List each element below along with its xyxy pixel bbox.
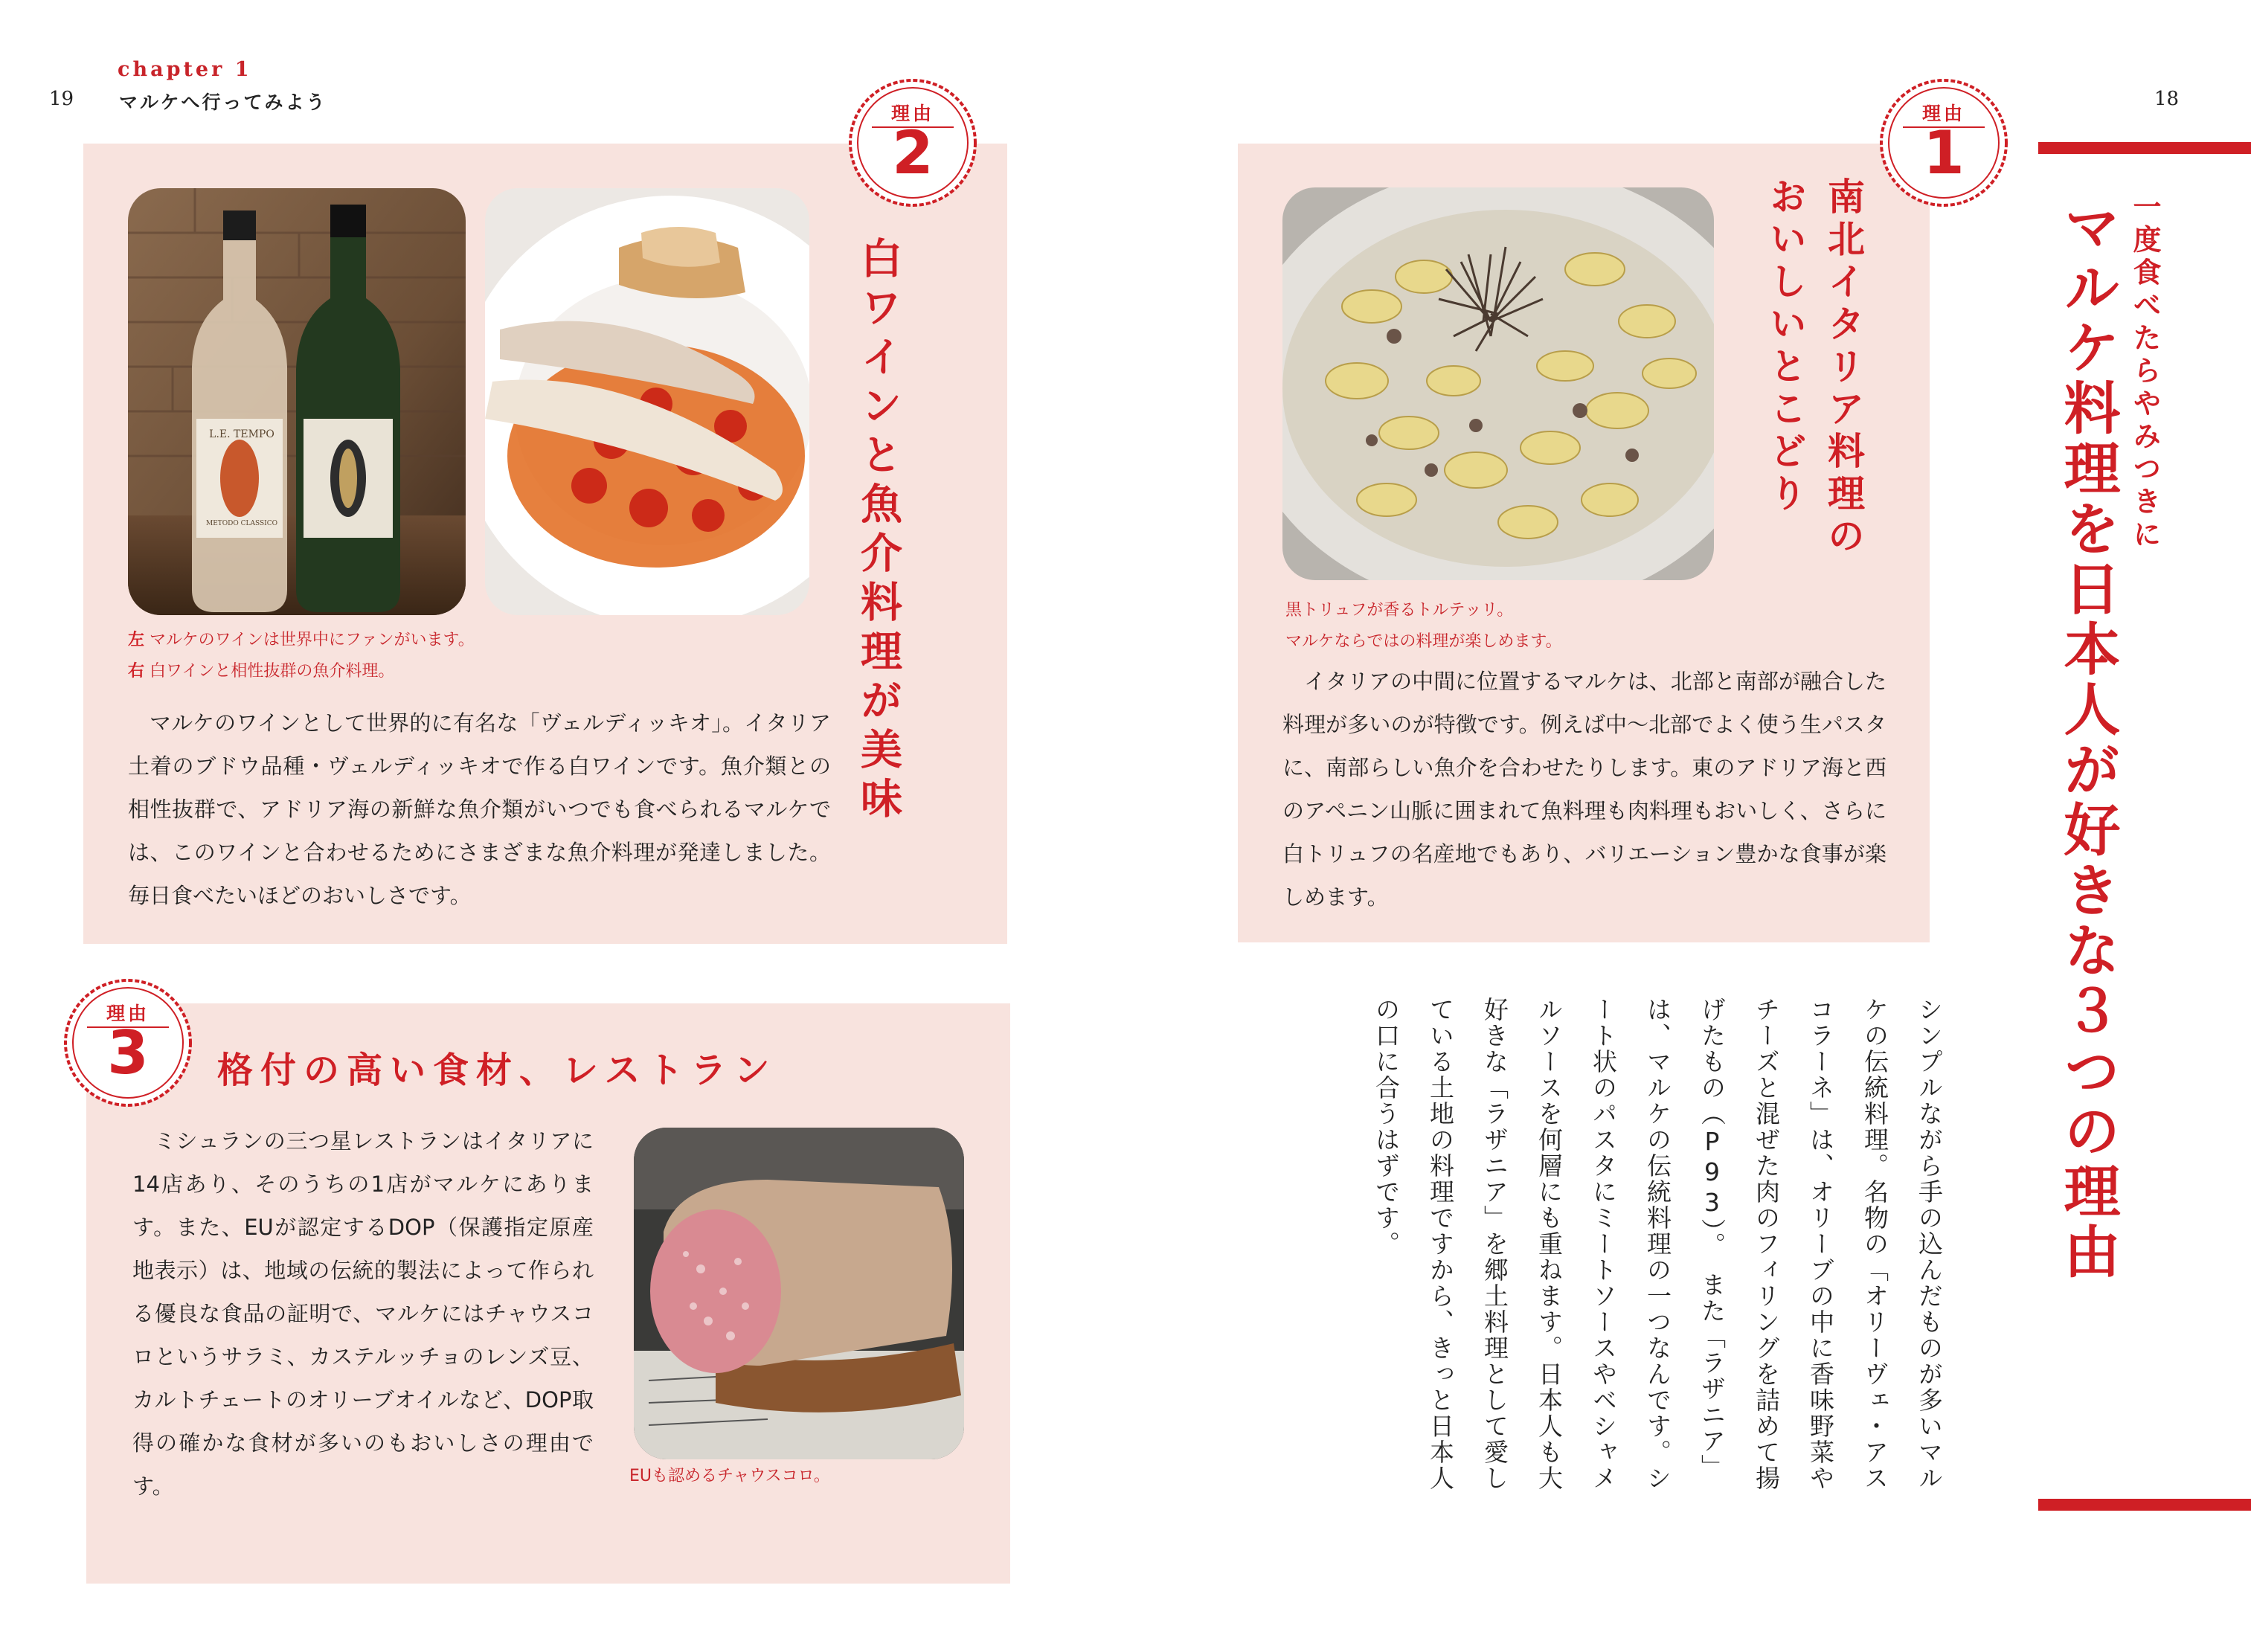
- caption-left-text: マルケのワインは世界中にファンがいます。: [150, 631, 475, 649]
- caption-right-text: 白ワインと相性抜群の魚介料理。: [150, 662, 395, 681]
- caption-line2: マルケならではの料理が楽しめます。: [1285, 632, 1562, 651]
- reason2-caption: [128, 625, 475, 687]
- caption-line1: 黒トリュフが香るトルテッリ。: [1285, 601, 1514, 620]
- page-number-right: 18: [2154, 88, 2180, 110]
- reason3-body: ミシュランの三つ星レストランはイタリアに14店あり、そのうちの1店がマルケにあります。また、EUが認定するDOP（保護指定原産地表示）は、地域の伝統的製法によって作られる優良な食品の証明で、マルケにはチャウスコロというサラミ、カステルッチョのレンズ豆、カルトチェートのオリーブオイルなど、DOP取得の確かな食材が多いのもおいしさの理由です。: [132, 1128, 594, 1499]
- title-main: マルケ料理を日本人が好きな３つの理由: [2055, 198, 2121, 1282]
- reason1-headline-line1: 南北イタリア料理の: [1822, 177, 1865, 559]
- reason1-headline-line2: おいしいとこどり: [1764, 177, 1807, 516]
- stamp-number: 2: [892, 118, 934, 187]
- reason2-body: マルケのワインとして世界的に有名な「ヴェルディッキオ」。イタリア土着のブドウ品種・ヴェルディッキオで作る白ワインです。魚介類との相性抜群で、アドリア海の新鮮な魚介類がいつでも食べられるマルケでは、このワインと合わせるためにさまざまな魚介料理が発達しました。毎日食べたいほどのおいしさです。: [128, 710, 831, 908]
- running-head: マルケへ行ってみよう: [119, 91, 327, 113]
- salami-photo: [634, 1128, 964, 1459]
- caption-tag-left: 左: [128, 631, 145, 649]
- reason2-stamp: [847, 77, 979, 209]
- chapter-label: chapter 1: [118, 58, 252, 81]
- bottle-label-line1: L.E. TEMPO: [209, 428, 274, 440]
- fish-dish-photo: [485, 188, 809, 615]
- truffle-pasta-photo: [1282, 187, 1714, 580]
- stamp-label: 理由: [1921, 103, 1965, 124]
- stamp-number: 1: [1923, 118, 1965, 187]
- stamp-label: 理由: [106, 1003, 150, 1024]
- caption-tag-right: 右: [128, 662, 145, 681]
- stamp-number: 3: [107, 1018, 149, 1087]
- reason1-body: イタリアの中間に位置するマルケは、北部と南部が融合した料理が多いのが特徴です。例えば中〜北部でよく使う生パスタに、南部らしい魚介を合わせたりします。東のアドリア海と西のアペニン山脈に囲まれて魚料理も肉料理もおいしく、さらに白トリュフの名産地でもあり、バリエーション豊かな食事が楽しめます。: [1282, 669, 1886, 910]
- title-rule-top: [2038, 142, 2251, 154]
- title-sub: 一度食べたらやみつきに: [2128, 192, 2161, 552]
- wine-bottles-photo: [128, 188, 466, 615]
- reason3-stamp: [62, 977, 194, 1109]
- reason3-caption: EUも認めるチャウスコロ。: [629, 1467, 830, 1485]
- bottle-label-line2: METODO CLASSICO: [206, 520, 277, 527]
- vertical-body-text: シンプルながら手の込んだものが多いマルケの伝統料理。名物の「オリーヴェ・アスコラーネ」は、オリーブの中に香味野菜やチーズと混ぜた肉のフィリングを詰めて揚げたもの（P93）。 また「ラザニア」は、マルケの伝統料理の一つなんです。シート状のパスタにミートソースやベシャメルソースを何層にも重ねます。日本人も大好きな「ラザニア」を郷土料理として愛している土地の料理ですから、きっと日本人の口に合うはずです。: [1372, 997, 1944, 1491]
- page-number-left: 19: [49, 88, 74, 110]
- reason2-headline: 白ワインと魚介料理が美味: [854, 237, 902, 826]
- bottle-label-text: [198, 428, 286, 530]
- title-rule-bottom: [2038, 1499, 2251, 1511]
- reason3-headline: 格付の高い食材、レストラン: [217, 1050, 777, 1091]
- stamp-label: 理由: [890, 103, 934, 124]
- reason1-caption: [1285, 595, 1562, 658]
- reason1-stamp: [1878, 77, 2010, 209]
